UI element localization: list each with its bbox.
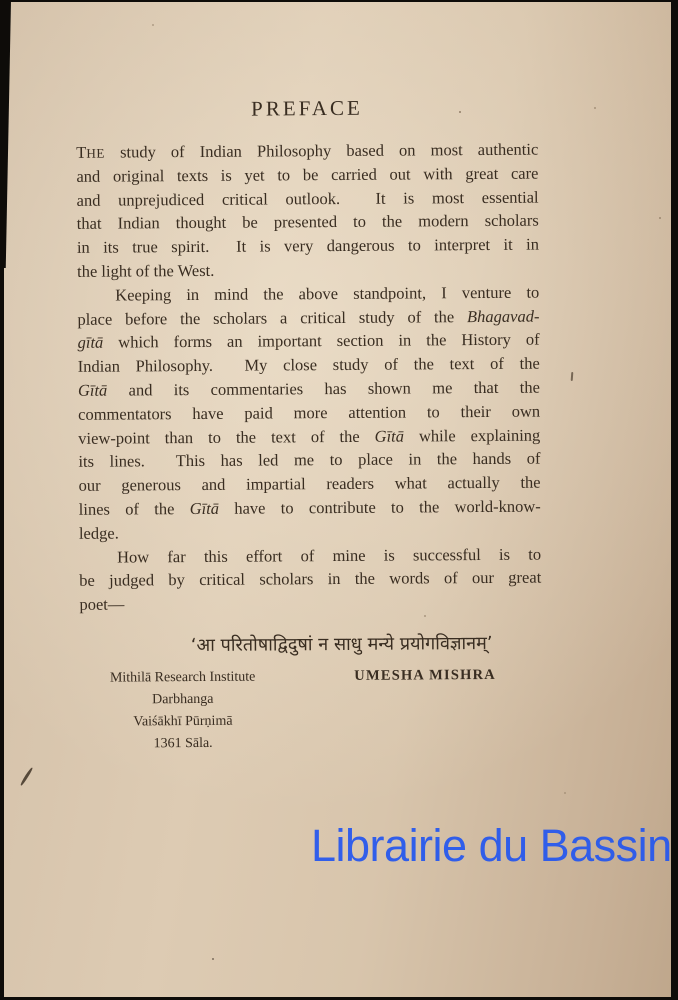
small-caps-text: HE xyxy=(86,145,106,161)
text-line: Keeping in mind the above standpoint, I venture to xyxy=(115,282,540,305)
text-line: that Indian thought be presented to the modern scholars xyxy=(76,210,539,234)
text-line: the light of the West. xyxy=(77,260,215,281)
text-line: lines of the Gītā have to contribute to the world-know- xyxy=(78,496,541,519)
text-line: ledge. xyxy=(78,523,119,543)
page-title: PREFACE xyxy=(251,95,363,121)
italic-text: Gītā xyxy=(77,380,108,400)
imprint-line-date: Vaiśākhī Pūrṇimā xyxy=(133,713,233,730)
text-line: in its true spirit. It is very dangerous to interpret it in xyxy=(76,234,539,258)
text-line: its lines. This has led me to place in the hands of xyxy=(78,448,541,472)
text-line: view-point than to the text of the Gītā while explaining xyxy=(78,425,541,448)
text-block xyxy=(76,138,541,617)
author-name: UMESHA MISHRA xyxy=(354,666,496,684)
imprint-line-institute: Mithilā Research Institute xyxy=(109,669,256,686)
text-line: commentators have paid more attention to their own xyxy=(78,401,541,424)
text-line: Indian Philosophy. My close study of the text of the xyxy=(77,353,540,376)
text-line: our generous and impartial readers what actually the xyxy=(78,472,541,495)
text-line: gītā which forms an important section in the History of xyxy=(77,329,540,353)
italic-text: Gītā xyxy=(374,426,405,446)
paragraph xyxy=(79,542,541,617)
italic-text: Gītā xyxy=(189,498,220,518)
page xyxy=(4,2,671,997)
signature-block xyxy=(80,665,543,756)
paragraph xyxy=(77,280,541,545)
bookseller-watermark: Librairie du Bassin xyxy=(311,820,672,871)
text-line: How far this effort of mine is successful is to xyxy=(117,544,542,567)
italic-text: gītā xyxy=(77,333,104,353)
imprint-line-year: 1361 Sāla. xyxy=(153,735,213,752)
text-line: THE study of Indian Philosophy based on most authentic xyxy=(76,139,539,162)
paragraph xyxy=(76,138,539,284)
text-line: be judged by critical scholars in the words of our great xyxy=(79,567,542,591)
italic-text: Bhagavad- xyxy=(466,306,540,326)
text-line: and unprejudiced critical outlook. It is most essential xyxy=(76,187,539,210)
text-line: and original texts is yet to be carried out with great care xyxy=(76,163,539,186)
imprint-line-city: Darbhanga xyxy=(152,691,214,708)
text-line: Gītā and its commentaries has shown me that the xyxy=(77,377,540,400)
text-line: poet— xyxy=(79,594,125,614)
text-line: place before the scholars a critical study of the Bhagavad- xyxy=(77,306,540,329)
sanskrit-quote: ‘आ परितोषाद्विदुषां न साधु मन्ये प्रयोगविज्ञानम्’ xyxy=(190,632,493,657)
imprint xyxy=(110,667,256,756)
